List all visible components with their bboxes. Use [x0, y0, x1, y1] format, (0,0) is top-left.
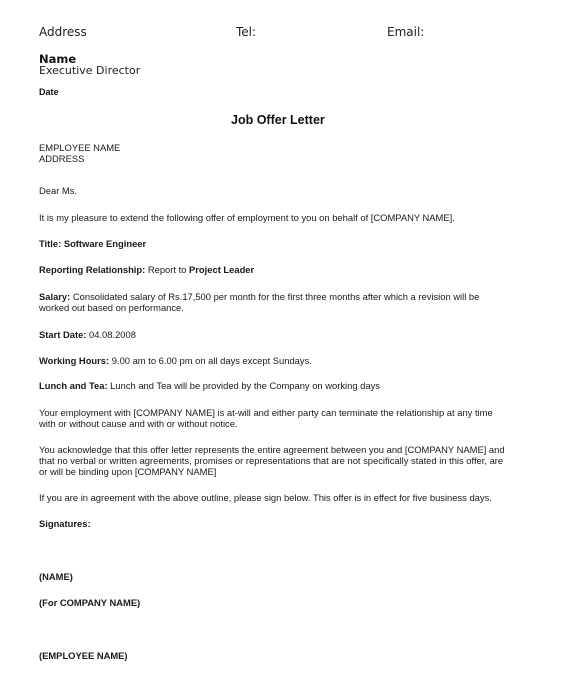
signatures-label: Signatures:: [39, 518, 91, 529]
intro-paragraph: It is my pleasure to extend the following offer of employment to you on behalf of [COMPANY NAME].: [39, 212, 455, 223]
date-label: Date: [39, 87, 59, 97]
reporting-label: Reporting Relationship:: [39, 264, 146, 275]
at-will-line-2: with or without cause and with or without notice.: [39, 418, 238, 429]
salutation: Dear Ms.: [39, 185, 78, 196]
reporting-target: Project Leader: [189, 264, 255, 275]
letter-title: Job Offer Letter: [231, 113, 325, 127]
address-label: Address: [39, 25, 87, 39]
recipient-address: ADDRESS: [39, 153, 85, 164]
reporting-text: Report to: [145, 264, 190, 275]
acknowledge-line-3: or will be binding upon [COMPANY NAME]: [39, 466, 217, 477]
working-hours-label: Working Hours:: [39, 355, 110, 366]
recipient-name: EMPLOYEE NAME: [39, 142, 121, 153]
reporting-line: [39, 264, 254, 275]
at-will-line-1: Your employment with [COMPANY NAME] is at-will and either party can terminate the relationship at any time: [39, 407, 493, 418]
working-hours-line: [39, 355, 312, 366]
agreement-paragraph: If you are in agreement with the above outline, please sign below. This offer is in effect for five business days.: [39, 492, 492, 503]
salary-line-2: worked out based on performance.: [39, 302, 184, 313]
acknowledge-line-1: You acknowledge that this offer letter represents the entire agreement between you and [COMPANY NAME] and: [39, 444, 505, 455]
salary-label: Salary:: [39, 291, 71, 302]
working-hours-value: 9.00 am to 6.00 pm on all days except Sundays.: [109, 355, 312, 366]
sender-title: Executive Director: [39, 64, 141, 77]
start-date-label: Start Date:: [39, 329, 87, 340]
acknowledge-line-2: that no verbal or written agreements, promises or representations that are not specifically stated in this offer, are: [39, 455, 504, 466]
start-date-value: 04.08.2008: [86, 329, 136, 340]
salary-text: Consolidated salary of Rs.17,500 per month for the first three months after which a revision will be: [70, 291, 480, 302]
lunch-line: [39, 380, 380, 391]
salary-line-1: [39, 291, 479, 302]
signature-company: (For COMPANY NAME): [39, 597, 141, 608]
tel-label: Tel:: [236, 25, 257, 39]
job-title-line: Title: Software Engineer: [39, 238, 147, 249]
start-date-line: [39, 329, 136, 340]
sender-name: Name: [39, 52, 77, 66]
signature-name: (NAME): [39, 571, 73, 582]
email-label: Email:: [387, 25, 425, 39]
lunch-label: Lunch and Tea:: [39, 380, 108, 391]
lunch-value: Lunch and Tea will be provided by the Company on working days: [107, 380, 380, 391]
signature-employee: (EMPLOYEE NAME): [39, 650, 128, 661]
